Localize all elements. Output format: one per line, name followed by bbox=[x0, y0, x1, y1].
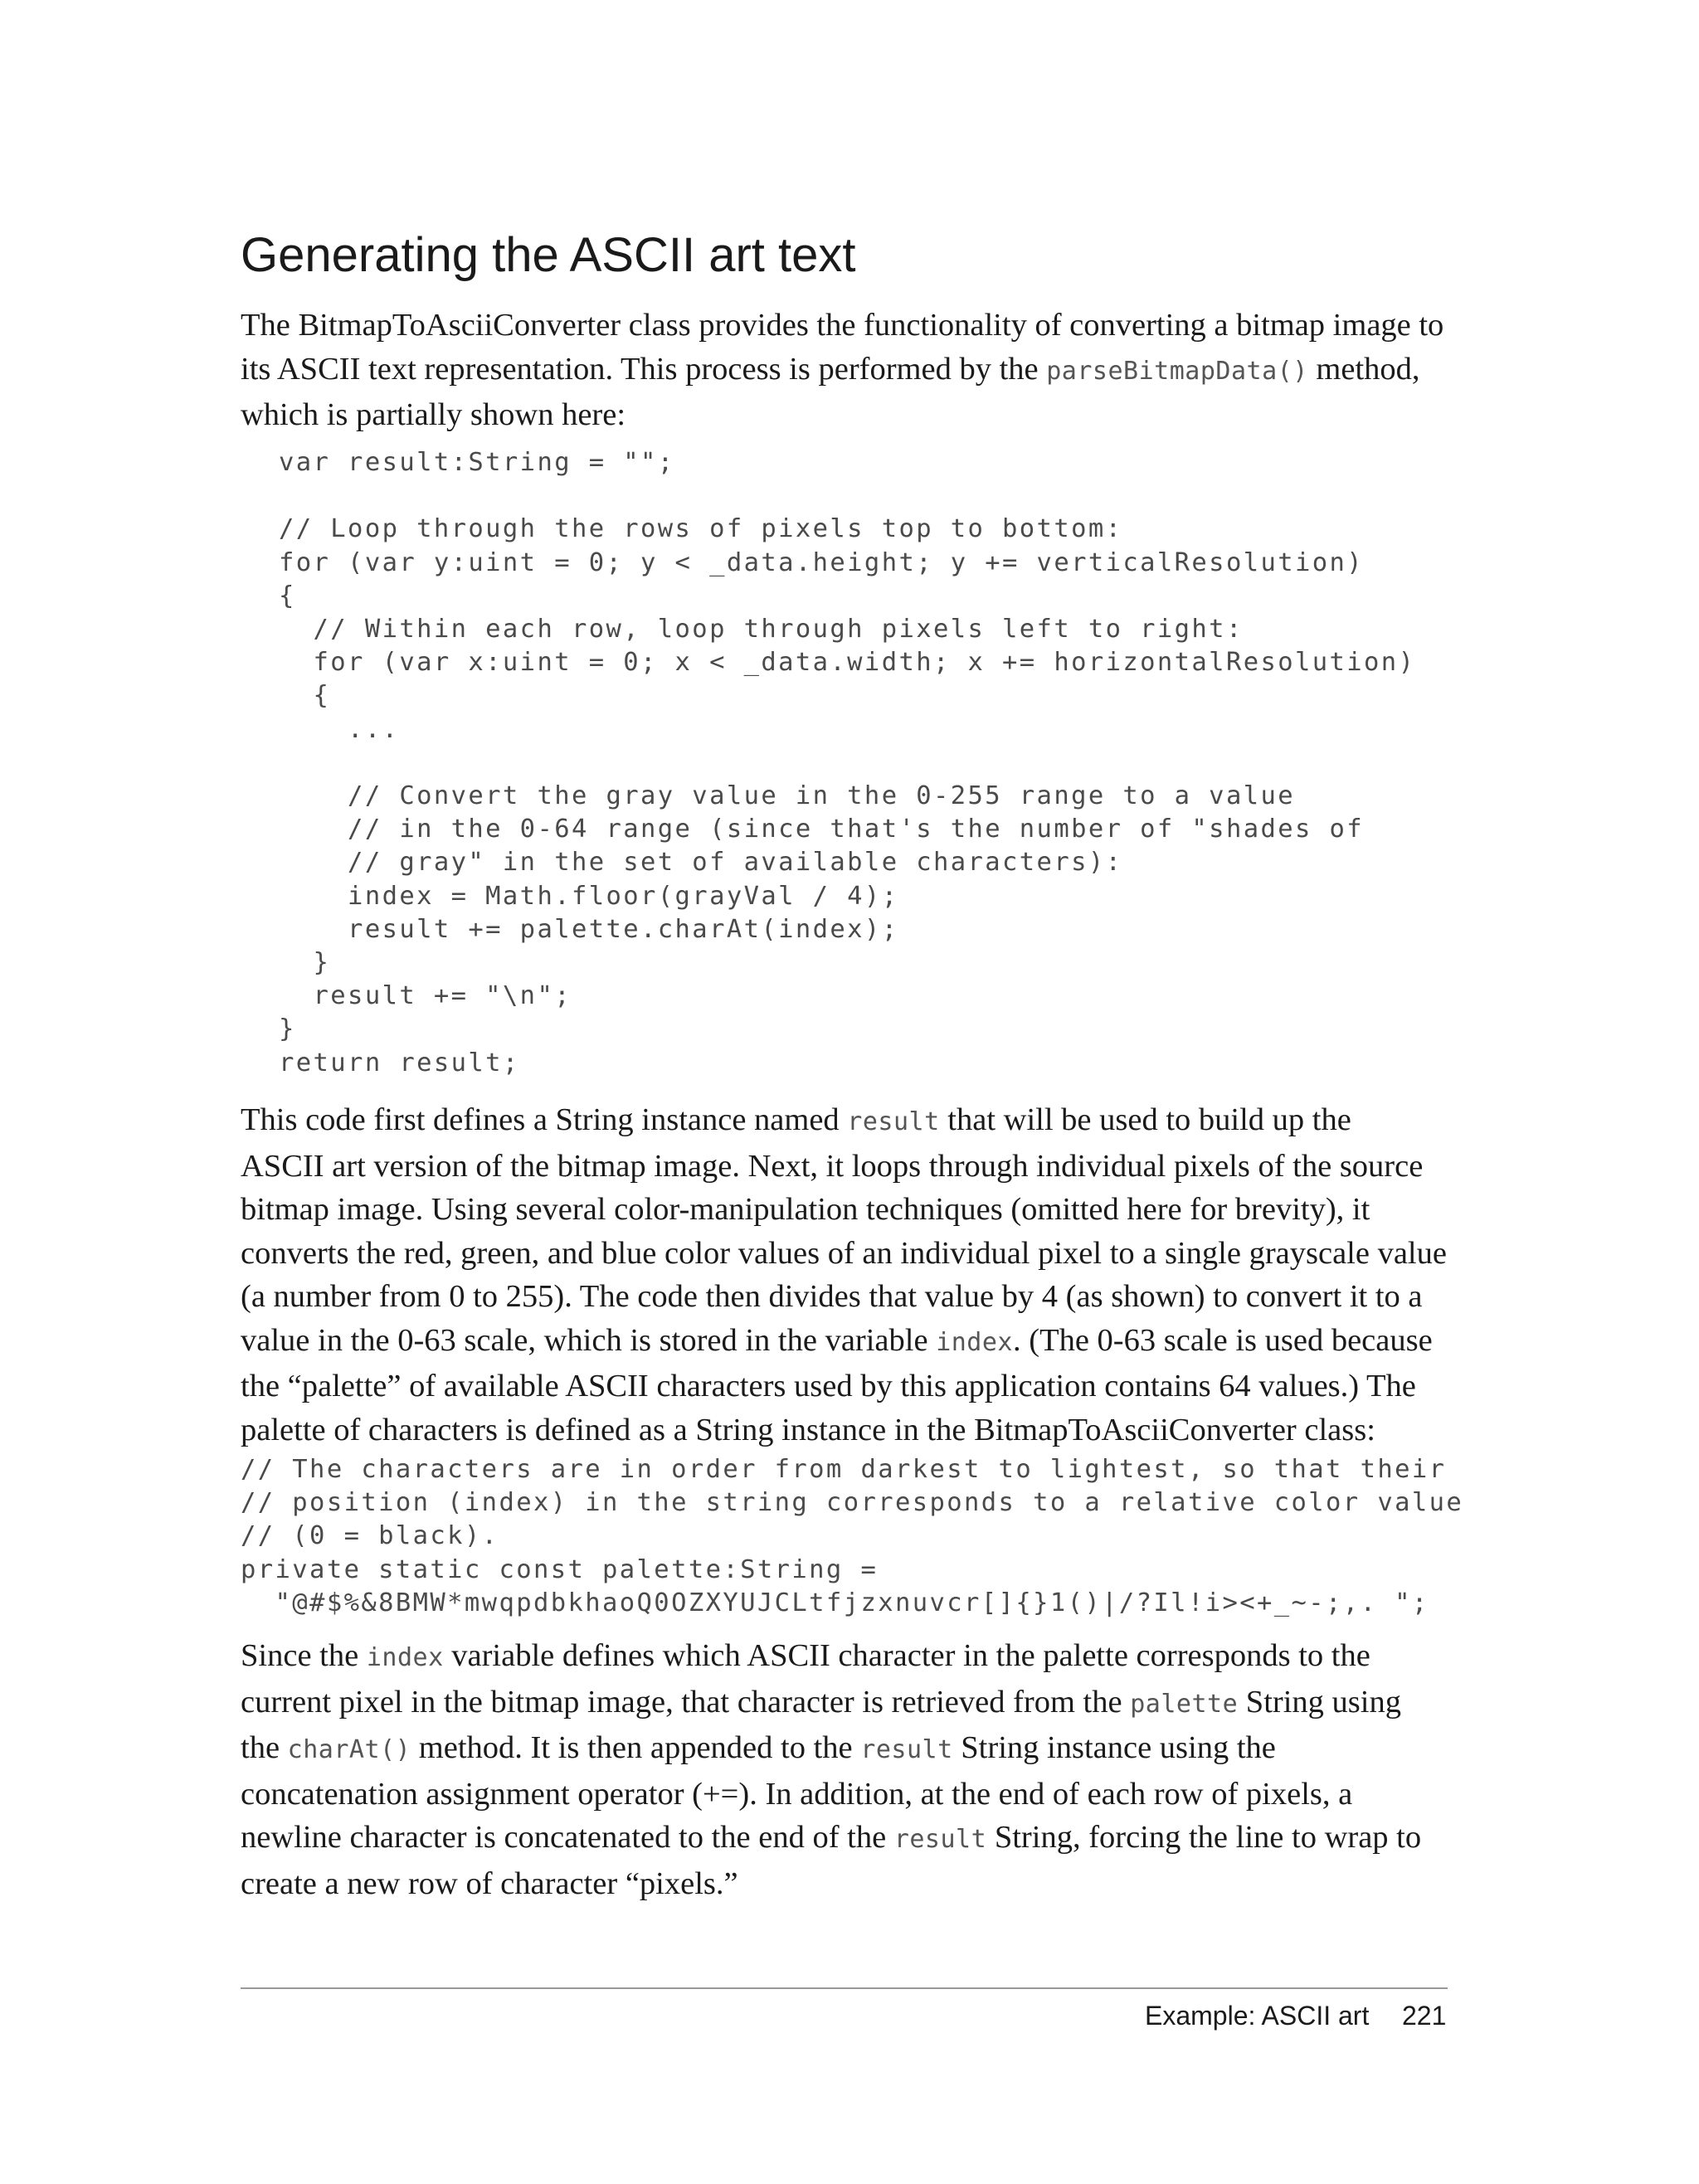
text-line: create a new row of character “pixels.” bbox=[241, 1865, 738, 1901]
text-line bbox=[241, 1319, 1448, 1365]
text-line: concatenation assignment operator (+=). In addition, at the end of each row of pixels, a bbox=[241, 1776, 1353, 1812]
text-line bbox=[241, 1816, 1448, 1862]
text-fragment: current pixel in the bitmap image, that character is retrieved from the bbox=[241, 1684, 1131, 1719]
text-line: (a number from 0 to 255). The code then divides that value by 4 (as shown) to convert it to a bbox=[241, 1279, 1423, 1314]
inline-code: result bbox=[893, 1825, 987, 1854]
text-line bbox=[241, 1634, 1448, 1681]
text-line: The BitmapToAsciiConverter class provides the functionality of converting a bitmap image to bbox=[241, 308, 1444, 343]
text-fragment: method. It is then appended to the bbox=[411, 1730, 861, 1765]
text-fragment: method, bbox=[1307, 351, 1420, 387]
text-fragment: Since the bbox=[241, 1638, 367, 1673]
text-fragment: newline character is concatenated to the end of the bbox=[241, 1820, 894, 1855]
text-line: palette of characters is defined as a String instance in the BitmapToAsciiConverter class: bbox=[241, 1412, 1375, 1447]
intro-paragraph bbox=[241, 304, 1448, 437]
inline-code: index bbox=[366, 1643, 444, 1672]
footer-divider bbox=[241, 1987, 1448, 1989]
inline-code: result bbox=[860, 1735, 953, 1764]
inline-code: parseBitmapData() bbox=[1046, 356, 1308, 386]
text-fragment: String using bbox=[1238, 1684, 1401, 1719]
text-fragment: that will be used to build up the bbox=[939, 1102, 1351, 1137]
text-line: bitmap image. Using several color-manipulation techniques (omitted here for brevity), it bbox=[241, 1192, 1370, 1227]
text-fragment: String, forcing the line to wrap to bbox=[986, 1820, 1422, 1855]
text-line: the “palette” of available ASCII characters used by this application contains 64 values.) The bbox=[241, 1369, 1416, 1403]
section-heading: Generating the ASCII art text bbox=[241, 228, 856, 282]
explanation-paragraph bbox=[241, 1098, 1448, 1452]
text-fragment: String instance using the bbox=[952, 1730, 1276, 1765]
text-fragment: the bbox=[241, 1730, 288, 1765]
text-fragment: value in the 0-63 scale, which is stored in the variable bbox=[241, 1322, 937, 1358]
text-line bbox=[241, 1098, 1448, 1145]
page-number: 221 bbox=[1402, 2001, 1447, 2031]
text-line bbox=[241, 348, 1448, 394]
text-line: converts the red, green, and blue color values of an individual pixel to a single grayscale value bbox=[241, 1235, 1447, 1271]
text-line bbox=[241, 1681, 1448, 1727]
text-fragment: variable defines which ASCII character in the palette corresponds to the bbox=[443, 1638, 1370, 1673]
text-fragment: . (The 0-63 scale is used because bbox=[1013, 1322, 1433, 1358]
text-fragment: its ASCII text representation. This process is performed by the bbox=[241, 351, 1047, 387]
inline-code: palette bbox=[1130, 1689, 1239, 1719]
inline-code: result bbox=[847, 1107, 940, 1136]
text-line: which is partially shown here: bbox=[241, 397, 626, 432]
palette-code-block: // The characters are in order from darkest to lightest, so that their // position (index) in the string corresponds to a relative color value // (0 = black). private static const palette:String = "@#$%&8BMW*mwqpdbkhaoQ0OZXYUJCLtfjzxnuvcr[]{}1()|/?Il!i><+_~-;,. "; bbox=[241, 1455, 1464, 1617]
text-line: ASCII art version of the bitmap image. Next, it loops through individual pixels of the source bbox=[241, 1148, 1424, 1184]
loop-code-block: var result:String = ""; // Loop through the rows of pixels top to bottom: for (var y:uint = 0; y < _data.height; y += verticalResolution) { // Within each row, loop through pixels left to right: for (var x:uint = 0; x < _data.width; x += horizontalResolution) { ... // Convert the gray value in the 0-255 range to a value // in the 0-64 range (since that's the number of "shades of // gray" in the set of available characters): index = Math.floor(grayVal / 4); result += palette.charAt(index); } result += "\n"; } return result; bbox=[279, 448, 1416, 1077]
closing-paragraph bbox=[241, 1634, 1448, 1905]
text-line bbox=[241, 1726, 1448, 1773]
inline-code: index bbox=[936, 1327, 1013, 1357]
footer-section-title: Example: ASCII art bbox=[1145, 2001, 1370, 2031]
text-fragment: This code first defines a String instance named bbox=[241, 1102, 848, 1137]
inline-code: charAt() bbox=[287, 1735, 411, 1764]
